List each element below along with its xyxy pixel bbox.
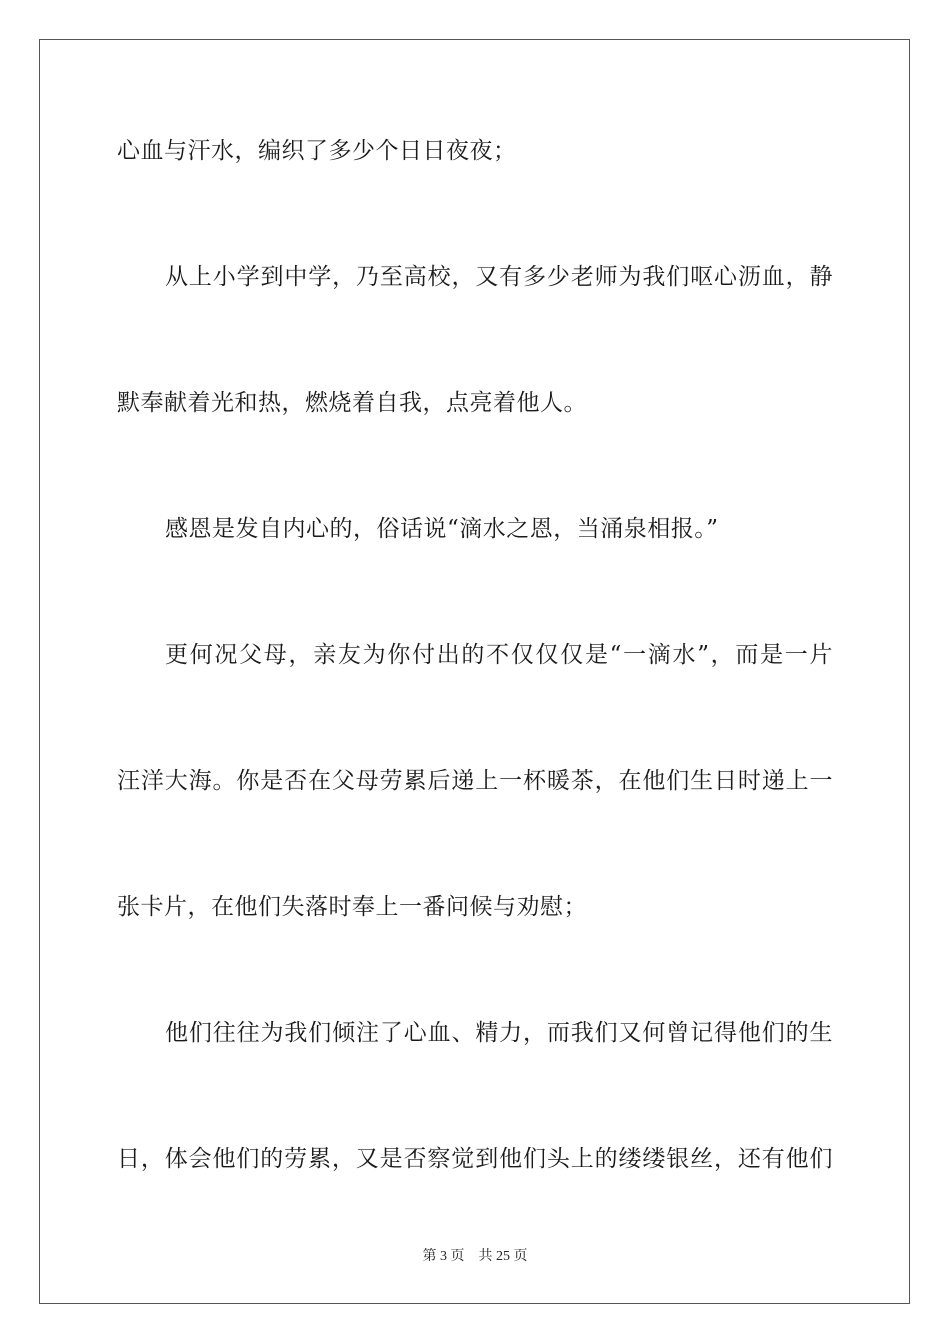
page-footer: [0, 1248, 950, 1266]
text-line-6: 汪洋大海。你是否在父母劳累后递上一杯暖茶，在他们生日时递上一: [117, 768, 833, 794]
text-line-8: 他们往往为我们倾注了心血、精力，而我们又何曾记得他们的生: [165, 1020, 833, 1046]
text-line-3: 默奉献着光和热，燃烧着自我，点亮着他人。: [117, 390, 587, 416]
text-line-5: 更何况父母，亲友为你付出的不仅仅仅是“一滴水”，而是一片: [165, 642, 833, 668]
page-number: 第 3 页: [422, 1249, 465, 1264]
page-total: 共 25 页: [478, 1249, 528, 1264]
text-line-1: 心血与汗水，编织了多少个日日夜夜；: [117, 138, 517, 164]
text-line-2: 从上小学到中学，乃至高校，又有多少老师为我们呕心沥血，静: [165, 264, 833, 290]
text-line-4: 感恩是发自内心的，俗话说“滴水之恩，当涌泉相报。”: [165, 516, 719, 542]
text-line-7: 张卡片，在他们失落时奉上一番问候与劝慰；: [117, 894, 587, 920]
page-border: [39, 39, 910, 1304]
text-line-9: 日，体会他们的劳累，又是否察觉到他们头上的缕缕银丝，还有他们: [117, 1146, 833, 1172]
